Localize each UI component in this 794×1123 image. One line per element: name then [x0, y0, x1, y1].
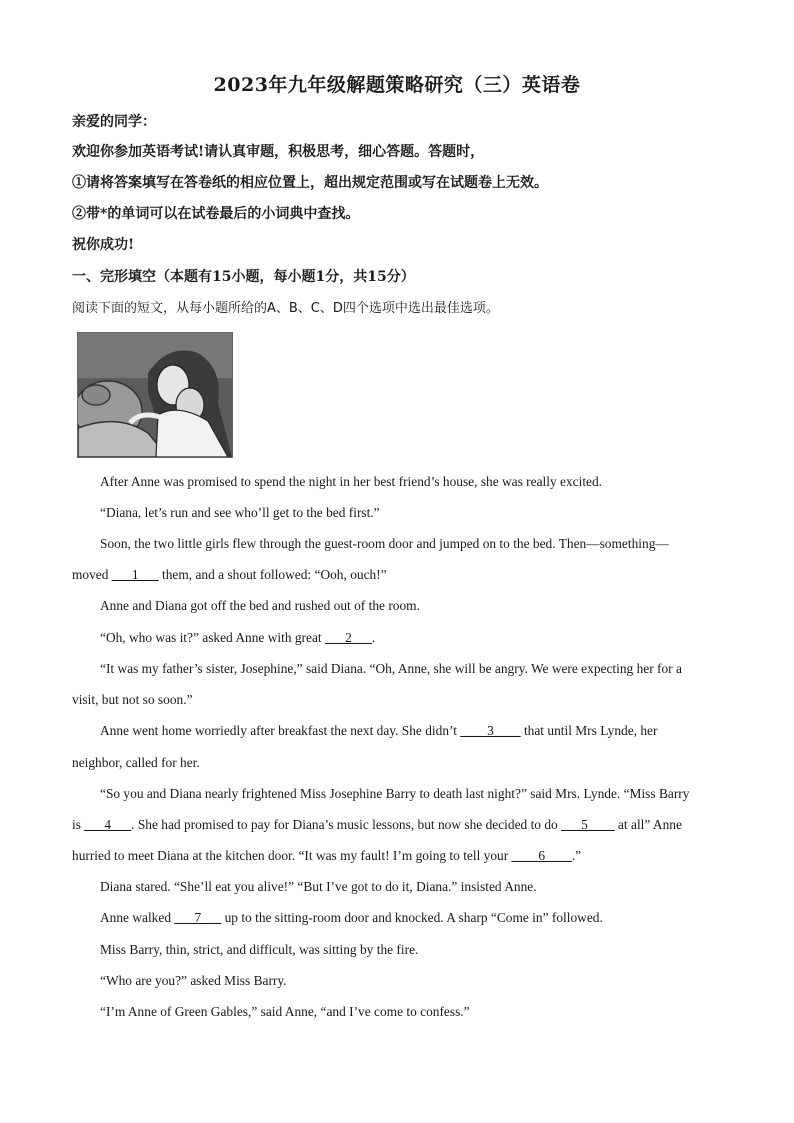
passage-text: at all” Anne — [614, 817, 682, 832]
passage-text: moved — [72, 567, 112, 582]
blank-2: ___2___ — [324, 630, 372, 645]
passage-text: . She had promised to pay for Diana’s music lessons, but now she decided to do — [131, 817, 562, 832]
passage-line — [100, 723, 657, 739]
illustration-graphic — [78, 333, 232, 457]
passage-text: .” — [571, 848, 582, 863]
story-illustration — [77, 332, 233, 458]
passage-text: Anne went home worriedly after breakfast the next day. She didn’t — [100, 723, 461, 738]
passage-line: Miss Barry, thin, strict, and difficult, was sitting by the fire. — [100, 942, 419, 957]
passage-line: “I’m Anne of Green Gables,” said Anne, “and I’ve come to confess.” — [100, 1004, 470, 1019]
passage-line — [100, 630, 375, 646]
passage-text: that until Mrs Lynde, her — [520, 723, 658, 738]
good-luck: 祝你成功! — [72, 237, 135, 253]
blank-7: ___7___ — [174, 910, 222, 925]
passage-line: neighbor, called for her. — [72, 755, 200, 770]
blank-3: ____3____ — [460, 723, 521, 738]
passage-text: is — [72, 817, 85, 832]
passage-line: “It was my father’s sister, Josephine,” said Diana. “Oh, Anne, she will be angry. We were expecting her for a — [100, 661, 682, 676]
passage-text: up to the sitting-room door and knocked. A sharp “Come in” followed. — [221, 910, 603, 925]
passage-line — [100, 910, 603, 926]
blank-1: ___1___ — [111, 567, 159, 582]
passage-line — [72, 848, 581, 864]
blank-5: ___5____ — [561, 817, 615, 832]
passage-text: them, and a shout followed: “Ooh, ouch!” — [158, 567, 387, 582]
section-heading: 一、完形填空（本题有15小题，每小题1分，共15分） — [72, 269, 415, 285]
passage-text: hurried to meet Diana at the kitchen door. “It was my fault! I’m going to tell your — [72, 848, 512, 863]
greeting: 亲爱的同学： — [72, 114, 156, 130]
blank-6: ____6____ — [511, 848, 572, 863]
passage-line: “Who are you?” asked Miss Barry. — [100, 973, 287, 988]
blank-4: ___4___ — [84, 817, 132, 832]
passage-line — [72, 567, 387, 583]
exam-title: 2023年九年级解题策略研究（三）英语卷 — [213, 74, 581, 96]
passage-line: “So you and Diana nearly frightened Miss Josephine Barry to death last night?” said Mrs. Lynde. “Miss Barry — [100, 786, 690, 801]
passage-line: “Diana, let’s run and see who’ll get to the bed first.” — [100, 505, 380, 520]
rule-2: ②带*的单词可以在试卷最后的小词典中查找。 — [72, 206, 360, 222]
passage-line: Soon, the two little girls flew through the guest-room door and jumped on to the bed. Then—something— — [100, 536, 669, 551]
rule-1: ①请将答案填写在答卷纸的相应位置上，超出规定范围或写在试题卷上无效。 — [72, 175, 548, 191]
passage-text: . — [371, 630, 376, 645]
passage-line: Diana stared. “She’ll eat you alive!” “But I’ve got to do it, Diana.” insisted Anne. — [100, 879, 537, 894]
section-instruction: 阅读下面的短文，从每小题所给的A、B、C、D四个选项中选出最佳选项。 — [72, 301, 499, 316]
passage-text: “Oh, who was it?” asked Anne with great — [100, 630, 325, 645]
passage-text: Anne walked — [100, 910, 175, 925]
welcome-text: 欢迎你参加英语考试!请认真审题，积极思考，细心答题。答题时， — [72, 144, 485, 160]
passage-line: visit, but not so soon.” — [72, 692, 193, 707]
passage-line: Anne and Diana got off the bed and rushed out of the room. — [100, 598, 420, 613]
passage-line — [72, 817, 682, 833]
passage-line: After Anne was promised to spend the night in her best friend’s house, she was really excited. — [100, 474, 603, 489]
